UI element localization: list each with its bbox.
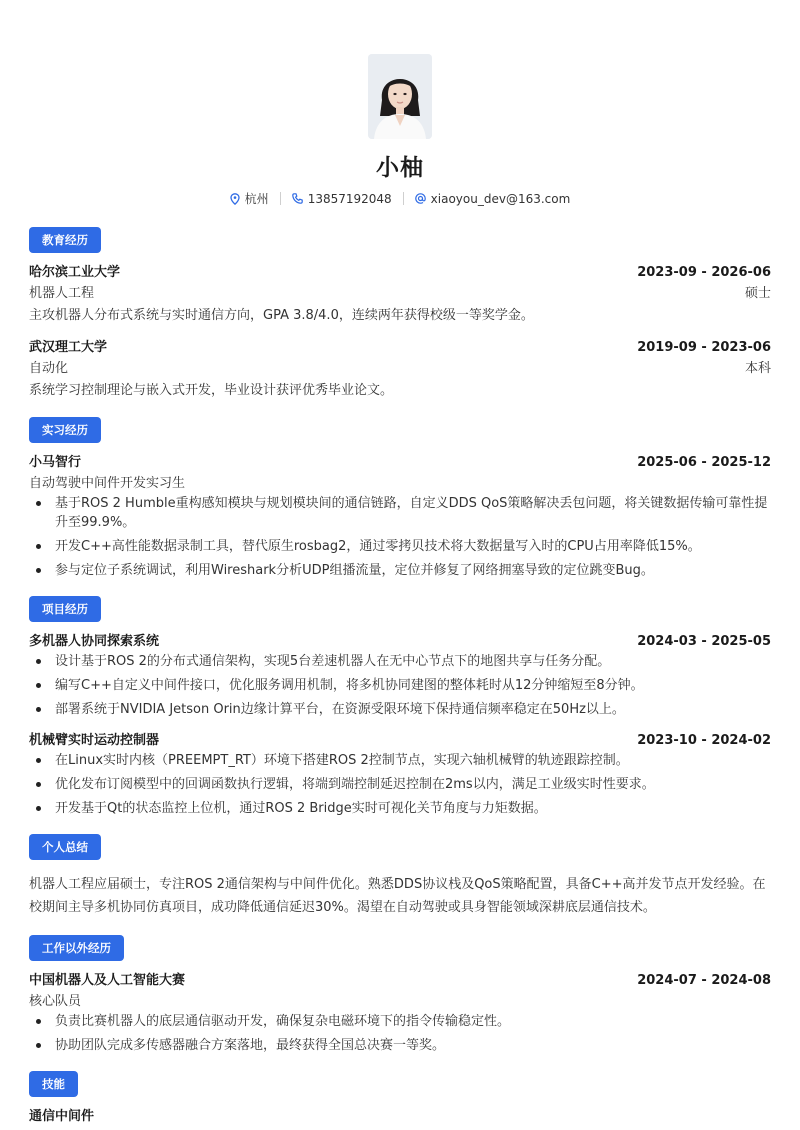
portrait-image	[368, 54, 432, 139]
list-item: 参与定位子系统调试，利用Wireshark分析UDP组播流量，定位并修复了网络拥塞导致的定位跳变Bug。	[29, 561, 771, 580]
project-name: 机械臂实时运动控制器	[29, 733, 160, 748]
list-item: 在Linux实时内核（PREEMPT_RT）环境下搭建ROS 2控制节点，实现六轴机械臂的轨迹跟踪控制。	[29, 751, 771, 770]
list-item: 负责比赛机器人的底层通信驱动开发，确保复杂电磁环境下的指令传输稳定性。	[29, 1012, 771, 1031]
contact-phone	[281, 192, 403, 206]
contact-email[interactable]	[404, 192, 582, 206]
date-range: 2024-03 - 2025-05	[637, 634, 771, 649]
school-name: 哈尔滨工业大学	[29, 265, 121, 280]
education-description: 系统学习控制理论与嵌入式开发，毕业设计获评优秀毕业论文。	[29, 383, 394, 398]
education-description: 主攻机器人分布式系统与实时通信方向，GPA 3.8/4.0，连续两年获得校级一等奖学金。	[29, 308, 534, 323]
section-title-projects: 项目经历	[29, 596, 101, 622]
skills-section	[29, 1071, 771, 1130]
list-item: 编写C++自定义中间件接口，优化服务调用机制，将多机协同建图的整体耗时从12分钟缩短至8分钟。	[29, 676, 771, 695]
city-text: 杭州	[244, 192, 269, 206]
summary-section	[29, 834, 771, 919]
extra-entry	[29, 969, 771, 1055]
project-entry	[29, 630, 771, 719]
internship-entry	[29, 451, 771, 580]
job-role: 自动驾驶中间件开发实习生	[29, 476, 186, 491]
project-bullets	[29, 652, 771, 719]
extra-bullets	[29, 1012, 771, 1055]
section-title-skills: 技能	[29, 1071, 78, 1097]
section-title-extra: 工作以外经历	[29, 935, 124, 961]
company-name: 小马智行	[29, 455, 82, 470]
phone-text: 13857192048	[307, 191, 392, 206]
list-item: 部署系统于NVIDIA Jetson Orin边缘计算平台，在资源受限环境下保持通信频率稳定在50Hz以上。	[29, 700, 771, 719]
list-item: 优化发布订阅模型中的回调函数执行逻辑，将端到端控制延迟控制在2ms以内，满足工业级实时性要求。	[29, 775, 771, 794]
at-sign-icon	[415, 193, 426, 204]
internship-bullets	[29, 494, 771, 580]
date-range: 2025-06 - 2025-12	[637, 455, 771, 470]
major: 机器人工程	[29, 286, 95, 301]
contact-city	[219, 190, 280, 207]
candidate-name: 小柚	[376, 155, 424, 181]
date-range: 2023-09 - 2026-06	[637, 265, 771, 280]
activity-role: 核心队员	[29, 994, 82, 1009]
list-item: 设计基于ROS 2的分布式通信架构，实现5台差速机器人在无中心节点下的地图共享与任务分配。	[29, 652, 771, 671]
project-bullets	[29, 751, 771, 818]
list-item: 基于ROS 2 Humble重构感知模块与规划模块间的通信链路，自定义DDS QoS策略解决丢包问题，将关键数据传输可靠性提升至99.9%。	[29, 494, 771, 532]
projects-section	[29, 596, 771, 818]
list-item: 开发基于Qt的状态监控上位机，通过ROS 2 Bridge实时可视化关节角度与力矩数据。	[29, 799, 771, 818]
resume-header	[29, 0, 771, 207]
email-text[interactable]: xiaoyou_dev@163.com	[430, 191, 571, 206]
list-item: 协助团队完成多传感器融合方案落地，最终获得全国总决赛一等奖。	[29, 1036, 771, 1055]
phone-icon	[292, 193, 303, 204]
skill-name: 通信中间件	[29, 1109, 95, 1124]
location-icon	[230, 193, 240, 205]
date-range: 2023-10 - 2024-02	[637, 733, 771, 748]
degree: 本科	[744, 361, 771, 376]
education-entry	[29, 336, 771, 401]
date-range: 2024-07 - 2024-08	[637, 973, 771, 988]
school-name: 武汉理工大学	[29, 340, 108, 355]
extra-section	[29, 935, 771, 1055]
activity-name: 中国机器人及人工智能大赛	[29, 973, 186, 988]
internship-section	[29, 417, 771, 580]
project-name: 多机器人协同探索系统	[29, 634, 160, 649]
section-title-summary: 个人总结	[29, 834, 101, 860]
date-range: 2019-09 - 2023-06	[637, 340, 771, 355]
avatar	[368, 54, 432, 139]
major: 自动化	[29, 361, 69, 376]
degree: 硕士	[744, 286, 771, 301]
contact-bar	[29, 190, 771, 207]
education-entry	[29, 261, 771, 326]
list-item: 开发C++高性能数据录制工具，替代原生rosbag2，通过零拷贝技术将大数据量写入时的CPU占用率降低15%。	[29, 537, 771, 556]
project-entry	[29, 729, 771, 818]
education-section	[29, 227, 771, 401]
section-title-education: 教育经历	[29, 227, 101, 253]
summary-text: 机器人工程应届硕士，专注ROS 2通信架构与中间件优化。熟悉DDS协议栈及QoS策略配置，具备C++高并发节点开发经验。在校期间主导多机协同仿真项目，成功降低通信延迟30%。渴望在自动驾驶或具身智能领域深耕底层通信技术。	[29, 877, 766, 915]
section-title-internship: 实习经历	[29, 417, 101, 443]
